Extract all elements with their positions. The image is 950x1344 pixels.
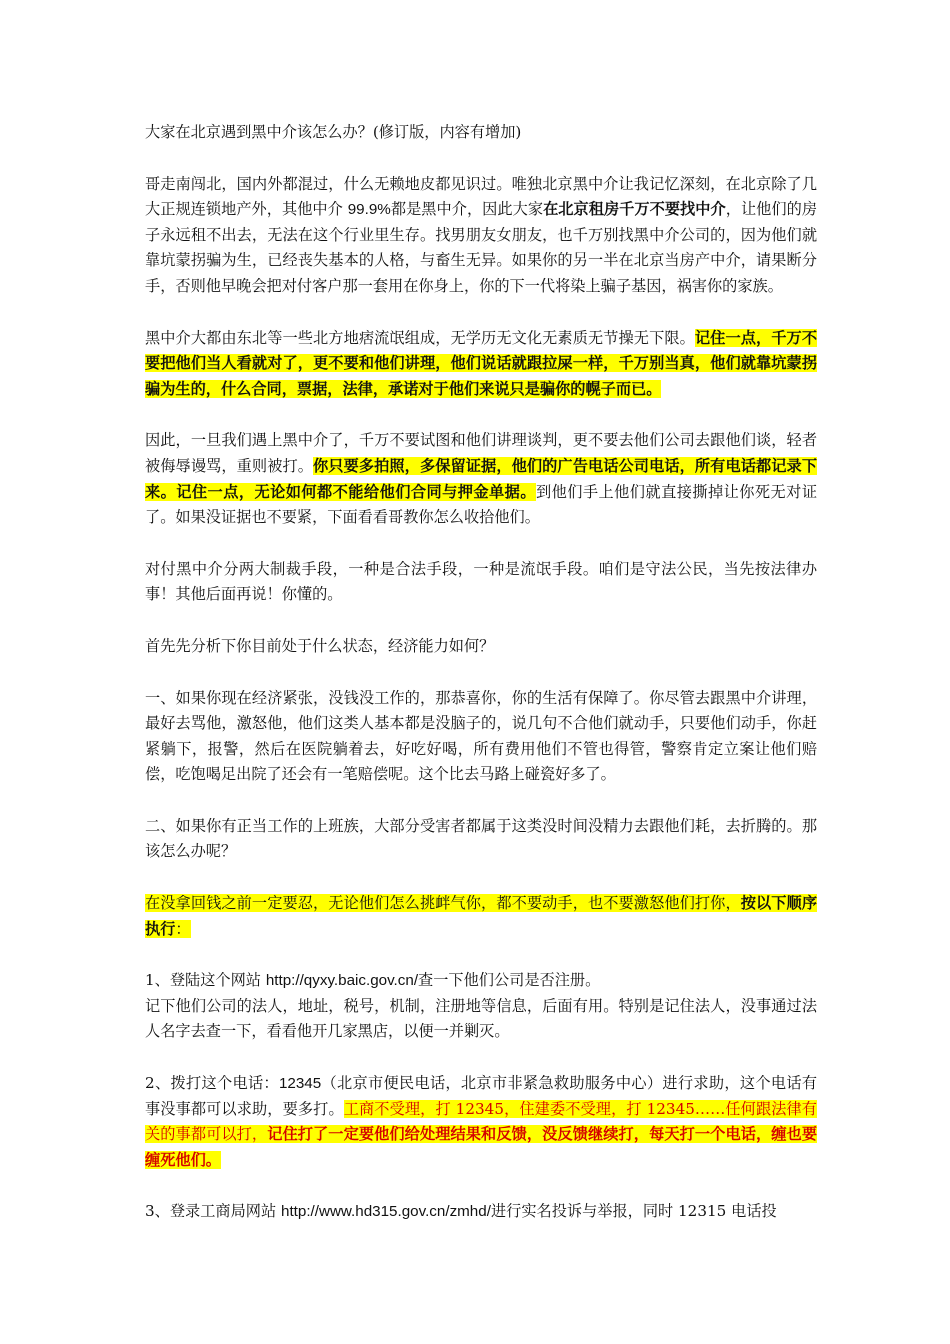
intro-text-c: ，让他们的房子永远租不出去，无法在这个行业里生存。找男朋友女朋友，也千万别找黑中介公司的，因为他们就靠坑蒙拐骗为生，已经丧失基本的人格，与畜生无异。如果你的另一半在北京当房产中介，请果断分手，否则他早晚会把对付客户那一套用在你身上，你的下一代将染上骗子基因，祸害你的家族。 (145, 200, 818, 295)
intro-text-a: 哥走南闯北，国内外都混过，什么无赖地皮都见识过。唯独北京黑中介让我记忆深刻，在北京除了几大正规连锁地产外，其他中介 (145, 174, 817, 219)
document-page (145, 120, 817, 1225)
evidence-text-b: 到他们手上他们就直接撕掉让你死无对证了。如果没证据也不要紧，下面看看哥教你怎么收拾他们。 (145, 482, 818, 527)
paragraph-intro (145, 172, 817, 300)
step-three (145, 1199, 817, 1225)
step-one-text-b: 查一下他们公司是否注册。 (418, 971, 601, 990)
paragraph-composition (145, 326, 817, 403)
paragraph-analysis: 首先先分析下你目前处于什么状态，经济能力如何？ (145, 636, 495, 655)
evidence-text-a: 因此，一旦我们遇上黑中介了，千万不要试图和他们讲理谈判，更不要去他们公司去跟他们谈，轻者被侮辱谩骂，重则被打。 (145, 431, 817, 475)
intro-bold-warning: 在北京租房千万不要找中介 (543, 200, 726, 219)
step-one-detail: 记下他们公司的法人，地址，税号，机制，注册地等信息，后面有用。特别是记住法人，没事通过法人名字去查一下，看看他开几家黑店，以便一并剿灭。 (145, 996, 817, 1041)
composition-text: 黑中介大都由东北等一些北方地痞流氓组成，无学历无文化无素质无节操无下限。 (145, 328, 695, 347)
paragraph-evidence (145, 428, 817, 530)
instructions-bold: 按以下顺序执行 (145, 894, 818, 938)
document-title: 大家在北京遇到黑中介该怎么办？(修订版，内容有增加) (145, 123, 522, 141)
step-one-text-a: 1、登陆这个网站 (145, 971, 266, 990)
composition-highlight: 记住一点，千万不要把他们当人看就对了，更不要和他们讲理，他们说话就跟拉屎一样，千万别当真，他们就靠坑蒙拐骗为生的，什么合同，票据，法律，承诺对于他们来说只是骗你的幌子而已。 (145, 328, 818, 398)
step-two-highlight-bold: 记住打了一定要他们给处理结果和反馈，没反馈继续打，每天打一个电话，缠也要缠死他们。 (145, 1125, 818, 1169)
step-three-text-b: 进行实名投诉与举报，同时 12315 电话投 (490, 1202, 777, 1221)
intro-percent: 99.9% (347, 201, 391, 219)
step-three-url[interactable]: http://www.hd315.gov.cn/zmhd/ (281, 1203, 491, 1221)
step-two (145, 1071, 817, 1173)
step-two-text-a: 2、拨打这个电话： (145, 1074, 279, 1093)
intro-text-b: 都是黑中介，因此大家 (390, 200, 544, 219)
evidence-highlight: 你只要多拍照，多保留证据，他们的广告电话公司电话，所有电话都记录下来。记住一点，无论如何都不能给他们合同与押金单据。 (145, 456, 818, 501)
step-two-number: 12345 (278, 1075, 322, 1093)
paragraph-case-one: 一、如果你现在经济紧张，没钱没工作的，那恭喜你，你的生活有保障了。你尽管去跟黑中介讲理，最好去骂他，激怒他，他们这类人基本都是没脑子的，说几句不合他们就动手，只要他们动手，你赶紧躺下，报警，然后在医院躺着去，好吃好喝，所有费用他们不管也得管，警察肯定立案让他们赔偿，吃饱喝足出院了还会有一笔赔偿呢。这个比去马路上碰瓷好多了。 (145, 688, 817, 784)
step-two-highlight: 工商不受理，打 12345，住建委不受理，打 12345……任何跟法律有关的事都可以打， (145, 1099, 817, 1144)
step-two-text-b: （北京市便民电话，北京市非紧急救助服务中心）进行求助，这个电话有事没事都可以求助，要多打。 (145, 1074, 818, 1118)
step-three-text-a: 3、登录工商局网站 (145, 1202, 281, 1221)
paragraph-case-two: 二、如果你有正当工作的上班族，大部分受害者都属于这类没时间没精力去跟他们耗，去折腾的。那该怎么办呢？ (145, 816, 817, 861)
instructions-colon: ： (175, 919, 191, 938)
instructions-highlight: 在没拿回钱之前一定要忍，无论他们怎么挑衅气你，都不要动手，也不要激怒他们打你， (145, 894, 741, 913)
paragraph-sanctions: 对付黑中介分两大制裁手段，一种是合法手段，一种是流氓手段。咱们是守法公民，当先按法律办事！其他后面再说！你懂的。 (145, 559, 817, 604)
step-one-url[interactable]: http://qyxy.baic.gov.cn/ (265, 972, 419, 990)
step-one (145, 968, 817, 994)
paragraph-instructions (145, 891, 817, 942)
